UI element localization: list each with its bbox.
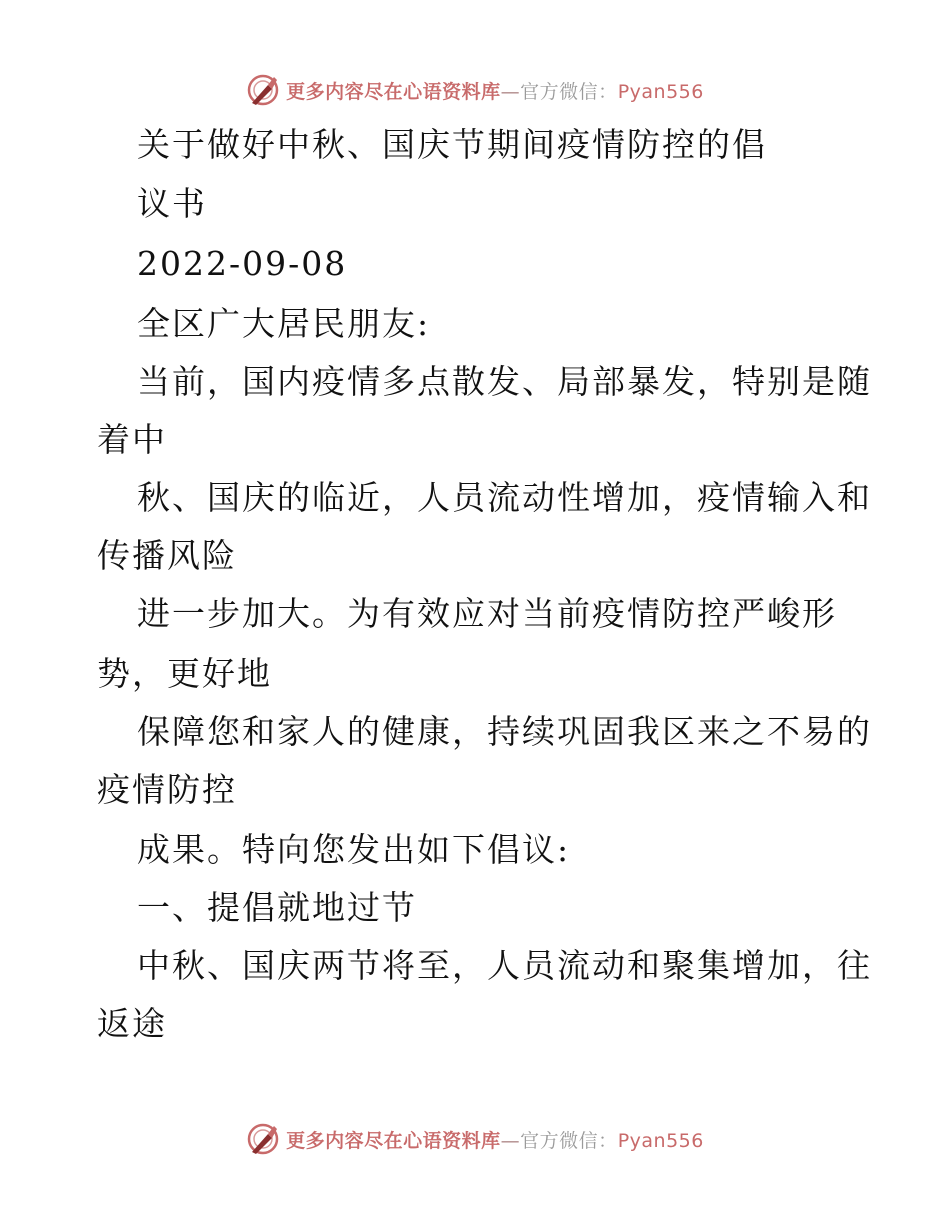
footer-banner-text <box>286 1126 704 1153</box>
footer-banner <box>0 1119 950 1159</box>
header-wechat-id: Pyan556 <box>617 80 704 103</box>
footer-separator: — <box>500 1129 521 1152</box>
footer-wechat-label: 官方微信： <box>520 1129 618 1152</box>
header-brand: 更多内容尽在心语资料库 <box>286 80 501 103</box>
document-title-line-2: 议书 <box>137 184 207 223</box>
paragraph-line: 秋、国庆的临近，人员流动性增加，疫情输入和 <box>137 478 872 517</box>
section-heading: 一、提倡就地过节 <box>137 888 417 927</box>
paragraph-line: 成果。特向您发出如下倡议: <box>137 830 571 869</box>
pen-logo-icon <box>246 1122 280 1156</box>
paragraph-line: 传播风险 <box>97 536 237 575</box>
paragraph-line: 势，更好地 <box>97 654 272 693</box>
document-date: 2022-09-08 <box>137 244 348 283</box>
document-salutation: 全区广大居民朋友: <box>137 304 431 343</box>
document-title-line-1: 关于做好中秋、国庆节期间疫情防控的倡 <box>137 125 767 164</box>
header-separator: — <box>500 80 521 103</box>
paragraph-line: 返途 <box>97 1004 167 1043</box>
footer-brand: 更多内容尽在心语资料库 <box>286 1129 501 1152</box>
paragraph-line: 当前，国内疫情多点散发、局部暴发，特别是随 <box>137 362 872 401</box>
paragraph-line: 疫情防控 <box>97 770 237 809</box>
paragraph-line: 着中 <box>97 420 167 459</box>
paragraph-line: 中秋、国庆两节将至，人员流动和聚集增加，往 <box>137 946 872 985</box>
footer-wechat-id: Pyan556 <box>617 1129 704 1152</box>
header-wechat-label: 官方微信： <box>520 80 618 103</box>
paragraph-line: 进一步加大。为有效应对当前疫情防控严峻形 <box>137 594 837 633</box>
paragraph-line: 保障您和家人的健康，持续巩固我区来之不易的 <box>137 712 872 751</box>
